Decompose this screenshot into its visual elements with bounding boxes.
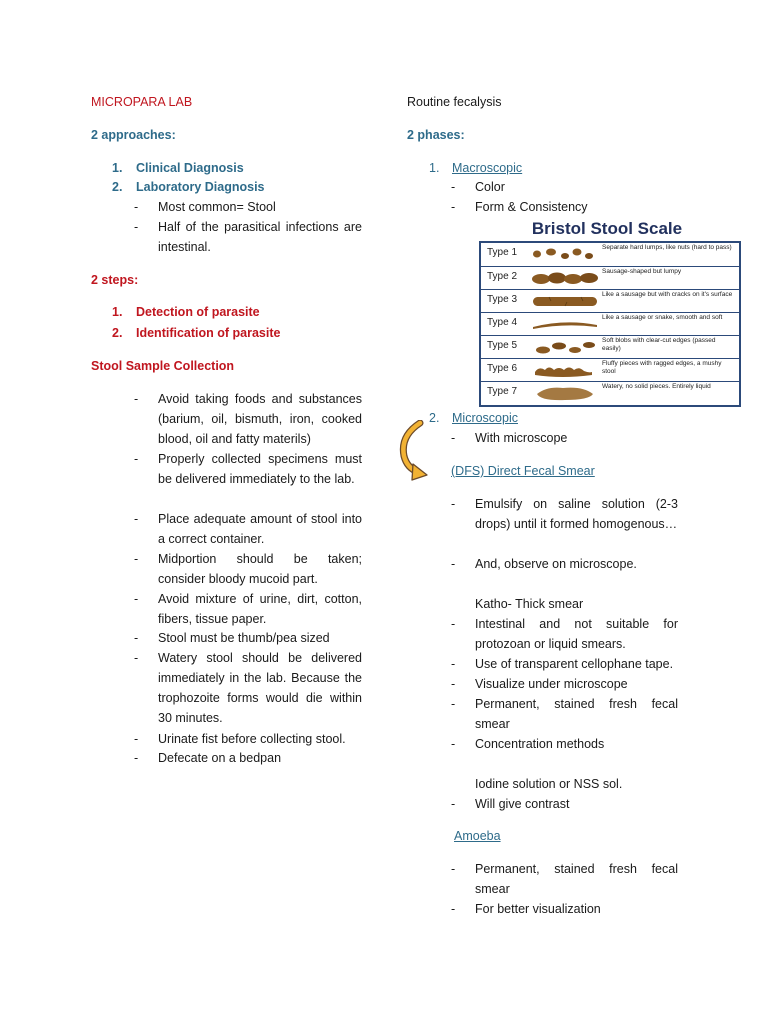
curved-arrow-icon <box>396 420 436 482</box>
phase-macroscopic: Macroscopic <box>452 161 523 175</box>
list-item: Permanent, stained fresh fecal smear <box>475 862 678 896</box>
list-dash: - <box>134 651 139 665</box>
approaches-heading: 2 approaches: <box>91 128 176 142</box>
bristol-description: Soft blobs with clear-cut edges (passed easily) <box>602 337 716 352</box>
list-item: And, observe on microscope. <box>475 557 637 571</box>
list-dash: - <box>134 732 139 746</box>
list-dash: - <box>451 797 456 811</box>
bristol-description: Like a sausage or snake, smooth and soft <box>602 314 723 321</box>
list-item: Permanent, stained fresh fecal smear <box>475 697 678 731</box>
bristol-type-label: Type 2 <box>487 271 518 282</box>
bristol-row <box>481 358 739 382</box>
list-dash: - <box>451 617 456 631</box>
bristol-row <box>481 312 739 336</box>
bristol-description: Watery, no solid pieces. Entirely liquid <box>602 383 711 390</box>
list-item: Place adequate amount of stool into a correct container. <box>158 512 362 546</box>
stool-type-3-icon <box>529 292 601 311</box>
list-dash: - <box>451 677 456 691</box>
bristol-type-label: Type 7 <box>487 386 518 397</box>
stool-type-2-icon <box>529 269 601 288</box>
phase-number: 1. <box>429 161 440 175</box>
approach-number: 2. <box>112 180 123 194</box>
bristol-stool-scale-image <box>475 218 739 406</box>
step-number: 2. <box>112 326 123 340</box>
list-item: Most common= Stool <box>158 200 276 214</box>
phases-heading: 2 phases: <box>407 128 465 142</box>
phase-microscopic: Microscopic <box>452 411 518 425</box>
list-dash: - <box>451 557 456 571</box>
list-item: Form & Consistency <box>475 200 588 214</box>
list-item: Half of the parasitical infections are intestinal. <box>158 220 362 254</box>
page-title: MICROPARA LAB <box>91 95 193 109</box>
list-dash: - <box>134 220 139 234</box>
bristol-row <box>481 289 739 313</box>
list-dash: - <box>451 862 456 876</box>
dfs-heading: (DFS) Direct Fecal Smear <box>451 464 595 478</box>
stool-type-5-icon <box>529 338 601 357</box>
list-dash: - <box>134 751 139 765</box>
katho-label: Katho- Thick smear <box>475 597 584 611</box>
collection-heading: Stool Sample Collection <box>91 359 235 373</box>
bristol-row <box>481 381 739 405</box>
approach-number: 1. <box>112 161 123 175</box>
stool-type-1-icon <box>529 245 601 264</box>
list-item: Defecate on a bedpan <box>158 751 282 765</box>
list-dash: - <box>451 737 456 751</box>
list-item: Midportion should be taken; consider bloody mucoid part. <box>158 552 362 586</box>
list-dash: - <box>451 657 456 671</box>
iodine-label: Iodine solution or NSS sol. <box>475 777 623 791</box>
bristol-type-label: Type 5 <box>487 340 518 351</box>
list-item: With microscope <box>475 431 568 445</box>
list-dash: - <box>134 200 139 214</box>
list-item: Urinate fist before collecting stool. <box>158 732 346 746</box>
list-dash: - <box>134 552 139 566</box>
stool-type-6-icon <box>529 361 601 380</box>
list-dash: - <box>451 497 456 511</box>
list-item: Use of transparent cellophane tape. <box>475 657 674 671</box>
bristol-title: Bristol Stool Scale <box>531 219 683 238</box>
list-dash: - <box>134 452 139 466</box>
list-dash: - <box>134 392 139 406</box>
bristol-table <box>479 241 741 407</box>
stool-type-7-icon <box>529 384 601 403</box>
list-dash: - <box>451 180 456 194</box>
list-item: Intestinal and not suitable for protozoan or liquid smears. <box>475 617 678 651</box>
phase-number: 2. <box>429 411 440 425</box>
bristol-row <box>481 266 739 290</box>
list-item: Avoid taking foods and substances (barium, oil, bismuth, iron, cooked blood, oil and fatty materils) <box>158 392 362 446</box>
list-item: Stool must be thumb/pea sized <box>158 631 330 645</box>
section-title: Routine fecalysis <box>407 95 502 109</box>
stool-type-4-icon <box>529 315 601 334</box>
bristol-type-label: Type 1 <box>487 247 518 258</box>
list-item: Emulsify on saline solution (2-3 drops) until it formed homogenous… <box>475 497 678 531</box>
list-dash: - <box>134 631 139 645</box>
amoeba-heading: Amoeba <box>454 829 501 843</box>
bristol-description: Like a sausage but with cracks on it's surface <box>602 291 733 298</box>
bristol-description: Fluffy pieces with ragged edges, a mushy stool <box>602 360 722 375</box>
bristol-type-label: Type 3 <box>487 294 518 305</box>
list-item: Color <box>475 180 505 194</box>
approach-item: Clinical Diagnosis <box>136 161 244 175</box>
list-item: Will give contrast <box>475 797 570 811</box>
bristol-description: Separate hard lumps, like nuts (hard to pass) <box>602 244 732 251</box>
list-item: Concentration methods <box>475 737 605 751</box>
bristol-row <box>481 335 739 359</box>
step-item: Identification of parasite <box>136 326 281 340</box>
list-dash: - <box>451 431 456 445</box>
bristol-type-label: Type 6 <box>487 363 518 374</box>
bristol-row <box>481 243 739 266</box>
list-item: Properly collected specimens must be delivered immediately to the lab. <box>158 452 362 486</box>
approach-item: Laboratory Diagnosis <box>136 180 265 194</box>
step-number: 1. <box>112 305 123 319</box>
list-dash: - <box>134 512 139 526</box>
steps-heading: 2 steps: <box>91 273 139 287</box>
bristol-description: Sausage-shaped but lumpy <box>602 268 682 275</box>
list-item: Watery stool should be delivered immediately in the lab. Because the trophozoite forms would die within 30 minutes. <box>158 651 362 725</box>
list-item: For better visualization <box>475 902 601 916</box>
list-dash: - <box>134 592 139 606</box>
step-item: Detection of parasite <box>136 305 260 319</box>
list-dash: - <box>451 200 456 214</box>
list-item: Avoid mixture of urine, dirt, cotton, fibers, tissue paper. <box>158 592 362 626</box>
list-dash: - <box>451 902 456 916</box>
list-dash: - <box>451 697 456 711</box>
list-item: Visualize under microscope <box>475 677 628 691</box>
bristol-type-label: Type 4 <box>487 317 518 328</box>
